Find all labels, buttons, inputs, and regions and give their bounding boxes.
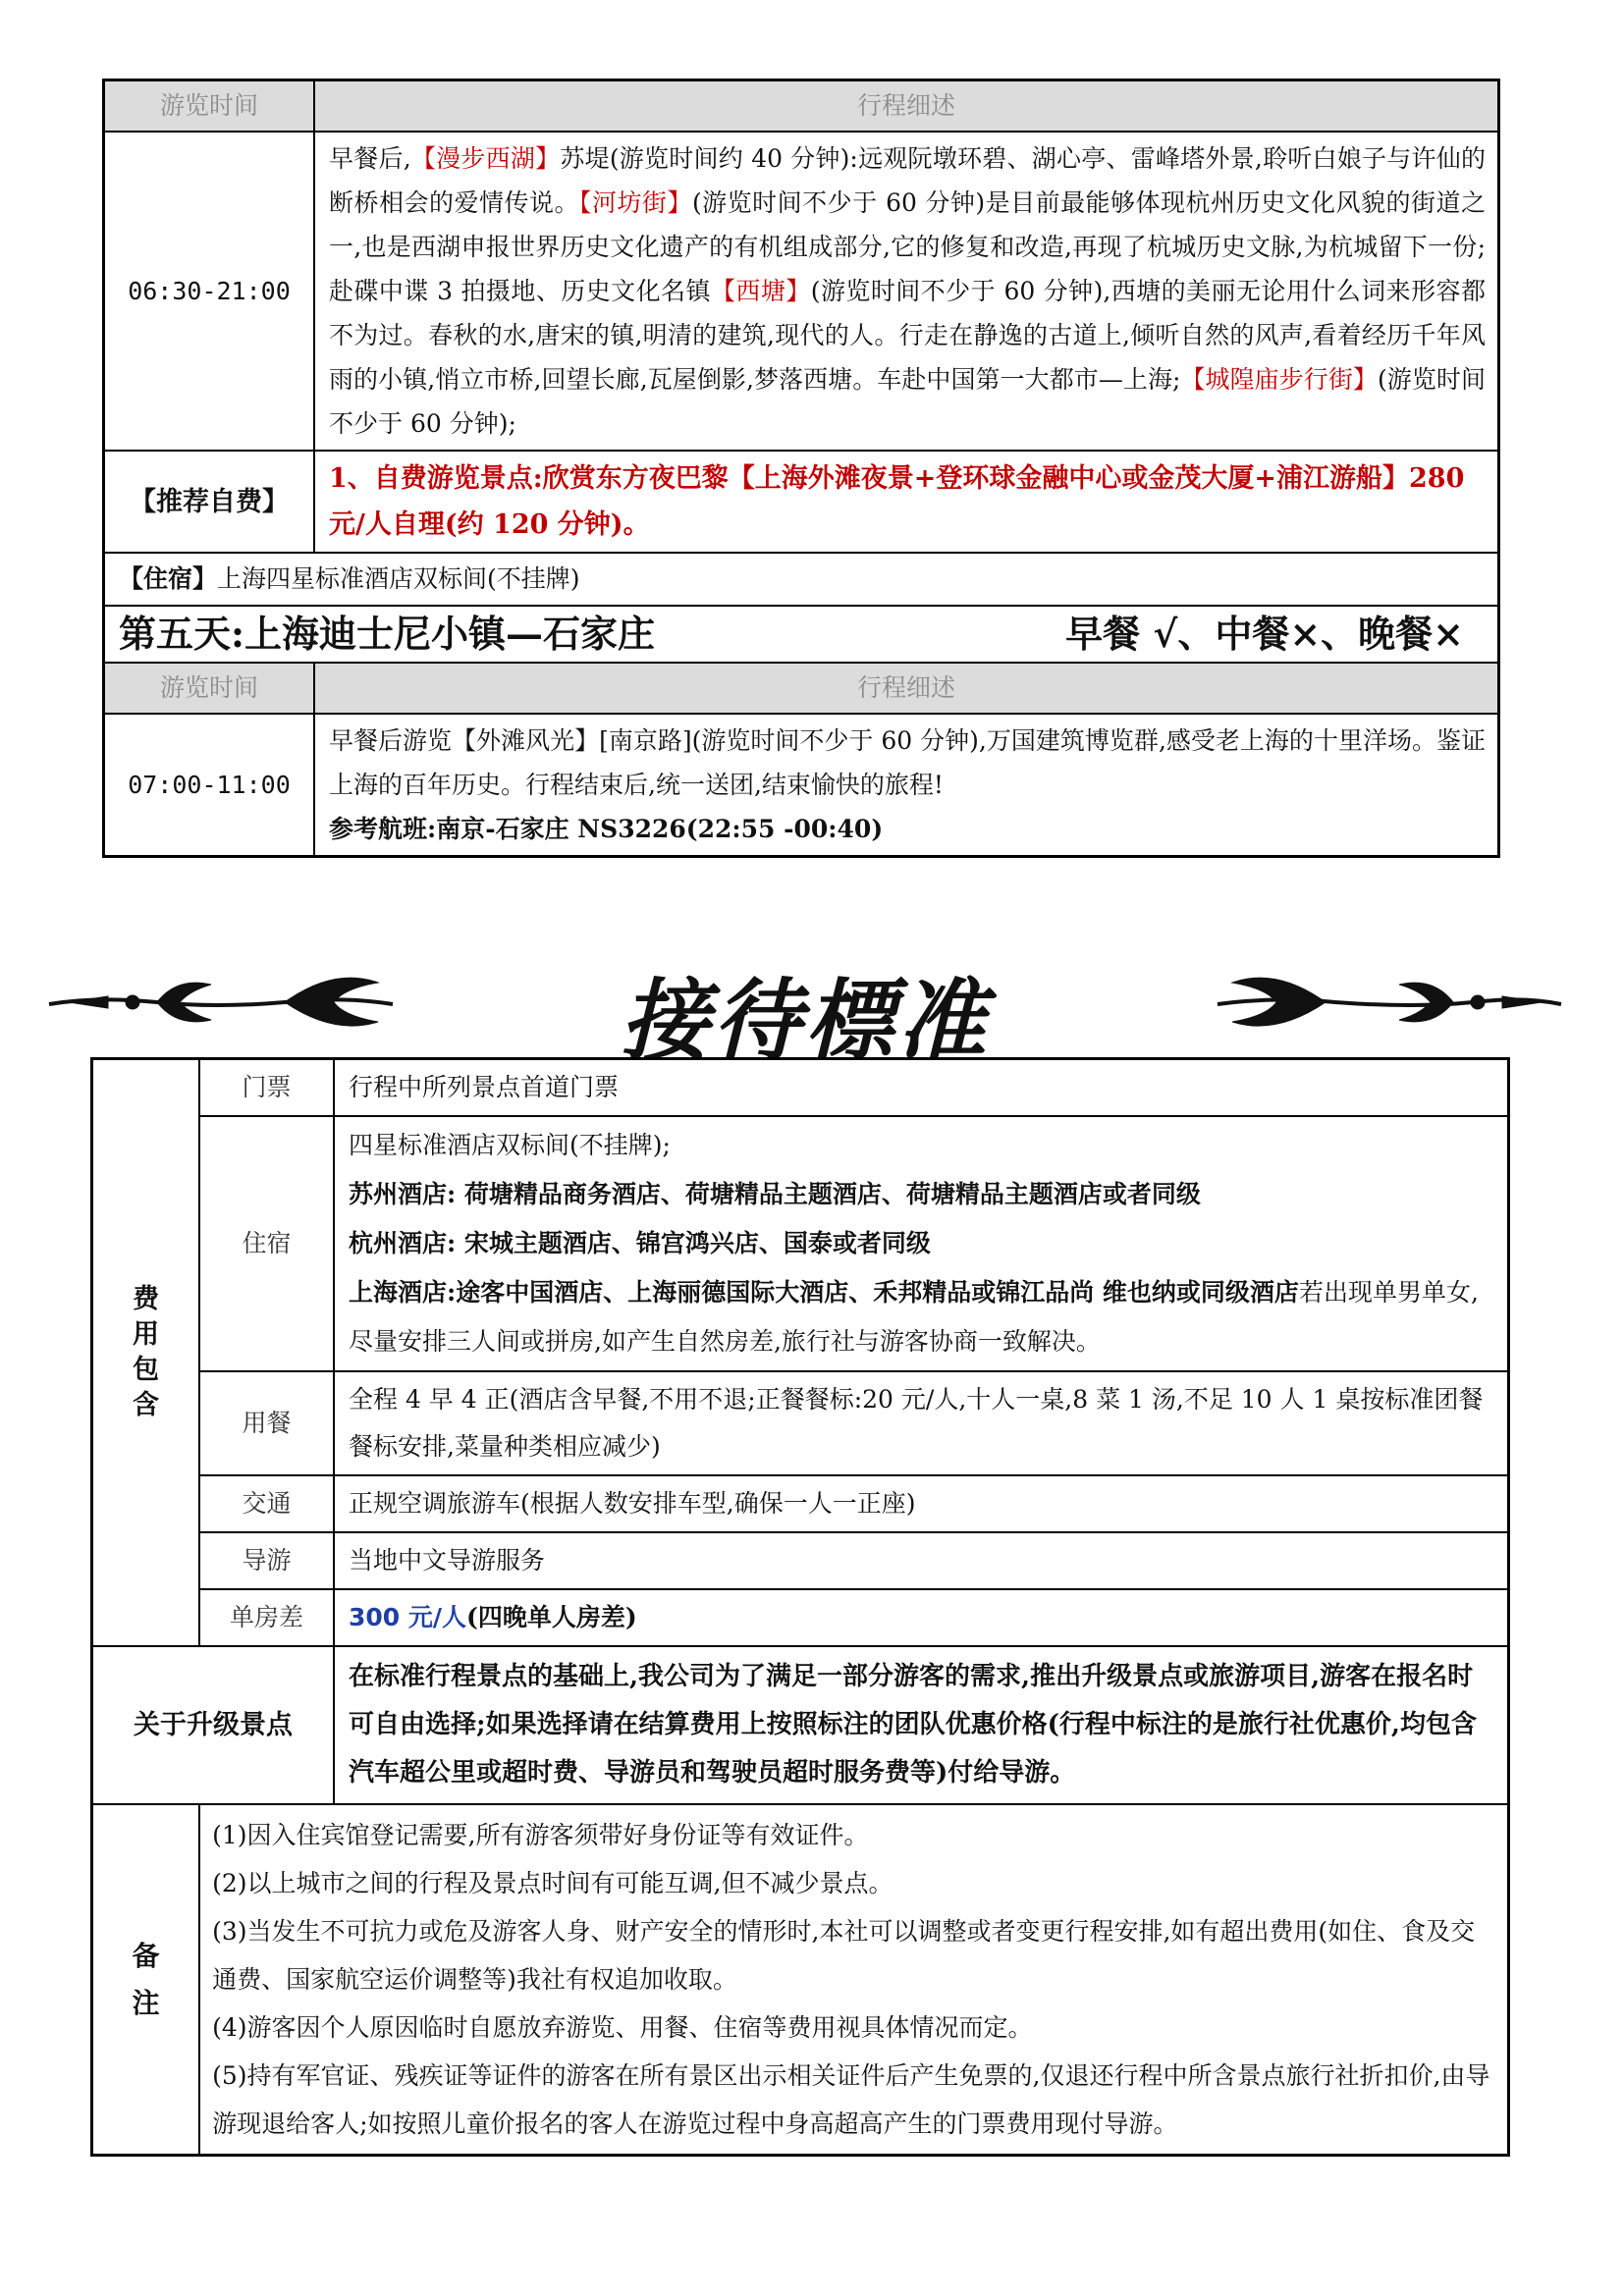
transport-label: 交通: [199, 1475, 334, 1532]
attraction-hefang-street: 【河坊街】: [578, 188, 692, 217]
upgrade-row: [92, 1646, 1509, 1804]
note-item: (2)以上城市之间的行程及景点时间有可能互调,但不减少景点。: [212, 1869, 893, 1897]
standards-table: [90, 1057, 1510, 2157]
meal-label: 用餐: [199, 1371, 334, 1475]
segment: (游览时间不少于 60 分钟);: [329, 365, 1486, 438]
ticket-value: 行程中所列景点首道门票: [334, 1059, 1509, 1117]
guide-value: 当地中文导游服务: [334, 1532, 1509, 1589]
banner-title: 接待標准: [621, 969, 990, 1073]
hotel-value: [334, 1116, 1509, 1371]
recommend-label: 【推荐自费】: [104, 451, 315, 553]
header-time: 游览时间: [104, 80, 315, 133]
hotel-hangzhou: 杭州酒店: 宋城主题酒店、锦宫鸿兴店、国泰或者同级: [349, 1229, 931, 1257]
attraction-xitang: 【西塘】: [710, 277, 811, 305]
recommend-text: 1、自费游览景点:欣赏东方夜巴黎【上海外滩夜景+登环球金融中心或金茂大厦+浦江游船】280 元/人自理(约 120 分钟)。: [314, 451, 1499, 553]
single-room-note: (四晚单人房差): [466, 1603, 637, 1631]
day5-title-cell: [104, 606, 1499, 663]
fees-label-text: 费用包含: [133, 1284, 160, 1420]
note-item: (1)因入住宾馆登记需要,所有游客须带好身份证等有效证件。: [212, 1821, 869, 1849]
day5-desc-text: 早餐后游览【外滩风光】[南京路](游览时间不少于 60 分钟),万国建筑博览群,感受老上海的十里洋场。鉴证上海的百年历史。行程结束后,统一送团,结束愉快的旅程!: [329, 726, 1486, 799]
upgrade-text: 在标准行程景点的基础上,我公司为了满足一部分游客的需求,推出升级景点或旅游项目,游客在报名时可自由选择;如果选择请在结算费用上按照标注的团队优惠价格(行程中标注的是旅行社优惠价,均包含汽车超公里或超时费、导游员和驾驶员超时服务费等)付给导游。: [334, 1646, 1509, 1804]
itinerary-header-row-2: [104, 663, 1499, 714]
notes-label-2: 注: [132, 1986, 160, 2019]
hotel-row: [92, 1116, 1509, 1371]
note-item: (5)持有军官证、残疾证等证件的游客在所有景区出示相关证件后产生免票的,仅退还行程中所含景点旅行社折扣价,由导游现退给客人;如按照儿童价报名的客人在游览过程中身高超高产生的门票费用现付导游。: [212, 2061, 1490, 2138]
attraction-chenghuang-temple: 【城隍庙步行街】: [1180, 365, 1378, 394]
single-room-label: 单房差: [199, 1589, 334, 1646]
stay-text: 上海四星标准酒店双标间(不挂牌): [217, 564, 580, 593]
itinerary-table: [102, 79, 1500, 858]
meal-value: 全程 4 早 4 正(酒店含早餐,不用不退;正餐餐标:20 元/人,十人一桌,8 菜 1 汤,不足 10 人 1 桌按标准团餐餐标安排,菜量种类相应减少): [334, 1371, 1509, 1475]
day5-description: [314, 714, 1499, 857]
notes-label-1: 备: [132, 1939, 160, 1972]
stay-row: [104, 553, 1499, 606]
note-item: (4)游客因个人原因临时自愿放弃游览、用餐、住宿等费用视具体情况而定。: [212, 2013, 1033, 2042]
day5-flight: 参考航班:南京-石家庄 NS3226(22:55 -00:40): [329, 815, 884, 843]
recommend-row: [104, 451, 1499, 553]
transport-row: [92, 1475, 1509, 1532]
reception-standard-banner: [39, 937, 1571, 1073]
segment: 早餐后,: [329, 144, 411, 173]
notes-row: [92, 1804, 1509, 2156]
segment: 苏堤(游览时间约 40 分钟):远观阮墩环碧、湖心亭、雷峰塔外景,聆听白娘子与许仙的断桥相会的爱情传说。: [329, 144, 1486, 217]
note-item: (3)当发生不可抗力或危及游客人身、财产安全的情形时,本社可以调整或者变更行程安排,如有超出费用(如住、食及交通费、国家航空运价调整等)我社有权追加收取。: [212, 1917, 1476, 1994]
ticket-row: [92, 1059, 1509, 1117]
guide-label: 导游: [199, 1532, 334, 1589]
attraction-west-lake: 【漫步西湖】: [410, 144, 561, 173]
notes-label: [92, 1804, 200, 2156]
hotel-shanghai-bold: 上海酒店:途客中国酒店、上海丽德国际大酒店、禾邦精品或锦江品尚 维也纳或同级酒店: [349, 1278, 1299, 1307]
hotel-label: 住宿: [199, 1116, 334, 1371]
transport-value: 正规空调旅游车(根据人数安排车型,确保一人一正座): [334, 1475, 1509, 1532]
meal-row: [92, 1371, 1509, 1475]
hotel-line1: 四星标准酒店双标间(不挂牌);: [349, 1131, 671, 1159]
day4-description: [314, 132, 1499, 451]
segment: (游览时间不少于 60 分钟),西塘的美丽无论用什么词来形容都不为过。春秋的水,唐宋的镇,明清的建筑,现代的人。行走在静逸的古道上,倾听自然的风声,看着经历千年风雨的小镇,悄立市桥,回望长廊,瓦屋倒影,梦落西塘。车赴中国第一大都市—上海;: [329, 277, 1486, 394]
hotel-suzhou: 苏州酒店: 荷塘精品商务酒店、荷塘精品主题酒店、荷塘精品主题酒店或者同级: [349, 1180, 1201, 1208]
day5-meals: 早餐 √、中餐×、晚餐×: [1065, 612, 1464, 656]
segment: (游览时间不少于 60 分钟)是目前最能够体现杭州历史文化风貌的街道之一,也是西湖申报世界历史文化遗产的有机组成部分,它的修复和改造,再现了杭城历史文脉,为杭城留下一份;赴碟中谍 3 拍摄地、历史文化名镇: [329, 188, 1486, 305]
single-room-price: 300 元/人: [349, 1603, 467, 1631]
header-desc: 行程细述: [314, 663, 1499, 714]
header-desc: 行程细述: [314, 80, 1499, 133]
day5-title: 第五天:上海迪士尼小镇—石家庄: [119, 612, 656, 656]
day5-time: 07:00-11:00: [104, 714, 315, 857]
stay-label: 【住宿】: [119, 564, 218, 593]
day5-row: [104, 714, 1499, 857]
hotel-shanghai-rest: 若出现单男单女,尽量安排三人间或拼房,如产生自然房差,旅行社与游客协商一致解决。: [349, 1278, 1479, 1356]
fees-included-label: [92, 1059, 200, 1647]
itinerary-header-row: [104, 80, 1499, 133]
upgrade-label: 关于升级景点: [92, 1646, 335, 1804]
header-time: 游览时间: [104, 663, 315, 714]
day4-row: [104, 132, 1499, 451]
stay-cell: [104, 553, 1499, 606]
ticket-label: 门票: [199, 1059, 334, 1117]
notes-list: [199, 1804, 1508, 2156]
day5-title-row: [104, 606, 1499, 663]
single-room-row: [92, 1589, 1509, 1646]
single-room-value: [334, 1589, 1509, 1646]
hotel-shanghai: [349, 1268, 1493, 1366]
day4-time: 06:30-21:00: [104, 132, 315, 451]
guide-row: [92, 1532, 1509, 1589]
